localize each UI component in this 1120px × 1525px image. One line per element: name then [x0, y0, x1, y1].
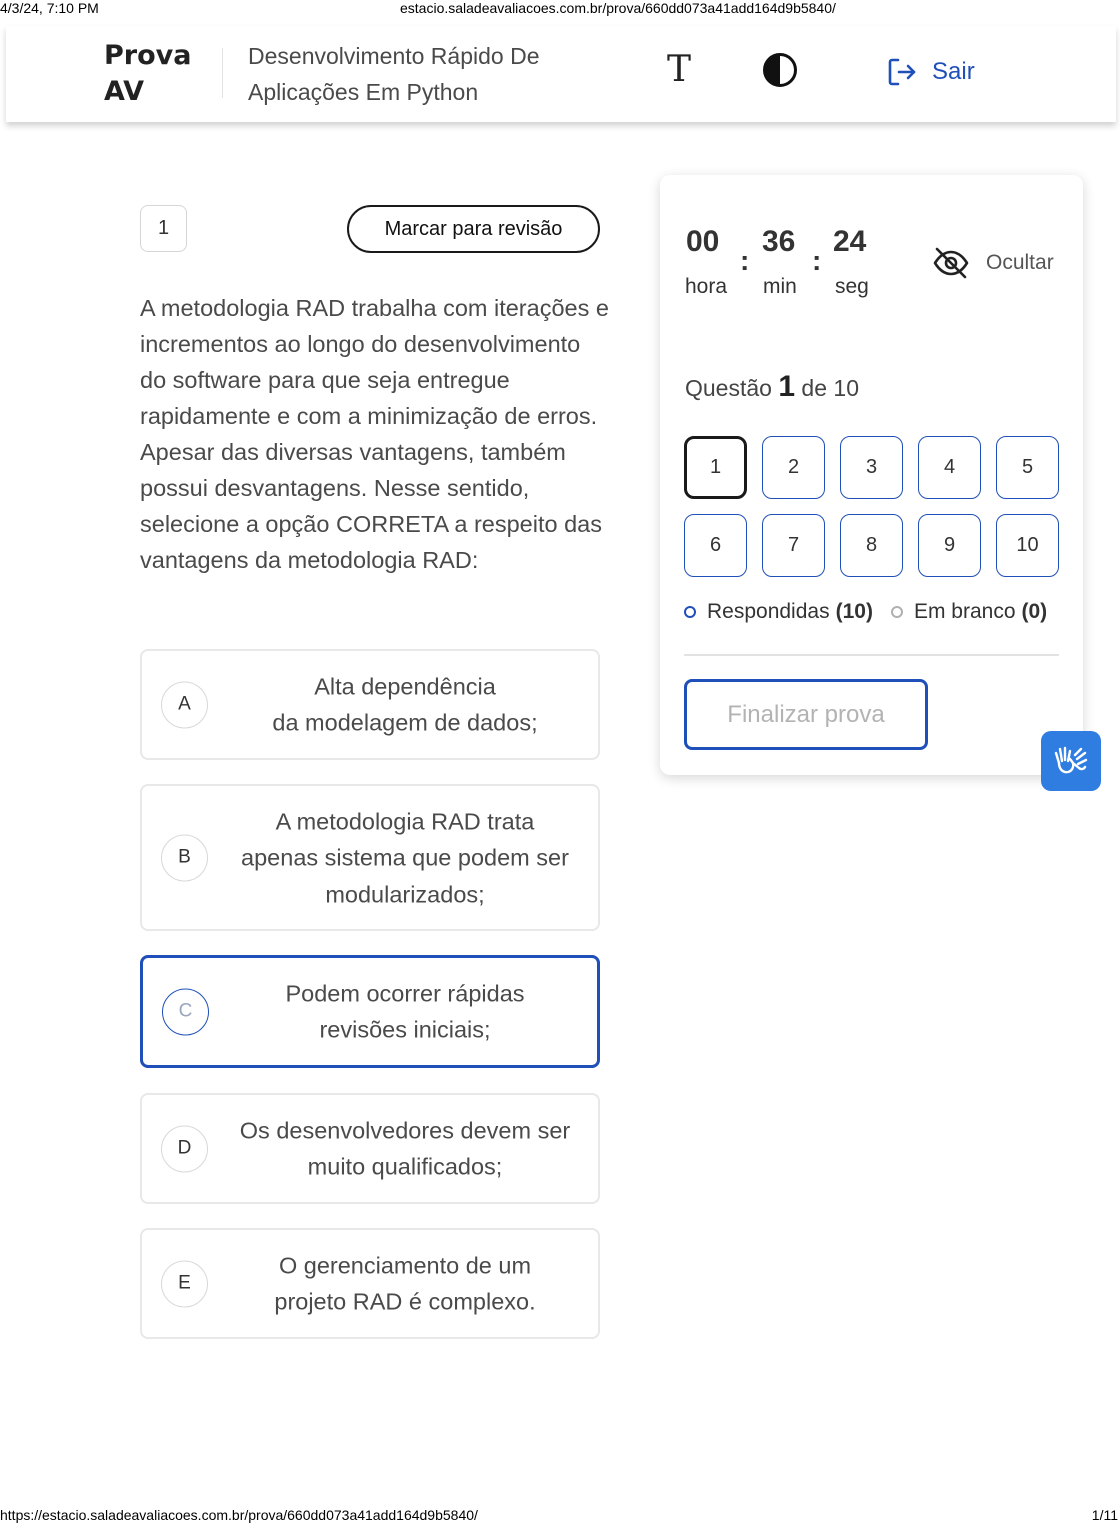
header-divider: [222, 48, 223, 98]
option-text: [220, 803, 590, 913]
logout-button[interactable]: [886, 54, 975, 90]
print-datetime: 4/3/24, 7:10 PM: [0, 0, 99, 16]
mark-for-review-button[interactable]: Marcar para revisão: [347, 205, 600, 253]
option-text-line: Alta dependência: [314, 673, 496, 699]
option-text-line: muito qualificados;: [307, 1153, 503, 1180]
option-text-line: A metodologia RAD trata: [275, 807, 535, 834]
option-letter: B: [161, 834, 208, 881]
question-nav-button[interactable]: 7: [762, 514, 825, 577]
hide-timer-label: Ocultar: [986, 251, 1054, 274]
print-header-url: estacio.saladeavaliacoes.com.br/prova/660dd073a41add164d9b5840/: [400, 0, 836, 16]
blank-label: Em branco: [913, 600, 1016, 623]
question-nav-button[interactable]: 2: [762, 436, 825, 499]
eye-slash-icon: [932, 244, 970, 282]
option-d[interactable]: [140, 1093, 600, 1204]
print-page-number: 1/11: [1091, 1507, 1118, 1523]
question-nav-button[interactable]: 10: [996, 514, 1059, 577]
option-b[interactable]: [140, 784, 600, 931]
question-number-badge: 1: [140, 205, 187, 252]
timer-separator: :: [812, 245, 822, 276]
answered-label: Respondidas: [707, 600, 830, 623]
option-e[interactable]: [140, 1228, 600, 1339]
question-nav-button[interactable]: 1: [684, 436, 747, 499]
brand-title: [104, 38, 191, 110]
course-title: [248, 38, 628, 110]
option-text-line: apenas sistema que podem ser: [241, 844, 569, 871]
top-bar: [6, 26, 1116, 122]
course-title-line-2: Aplicações Em Python: [248, 79, 479, 105]
timer-separator: :: [740, 245, 750, 276]
contrast-button[interactable]: [762, 52, 798, 88]
option-text-line: modularizados;: [325, 880, 485, 907]
option-text-line: Os desenvolvedores devem ser: [239, 1117, 571, 1143]
font-size-icon: T: [666, 49, 691, 90]
option-text-line: revisões iniciais;: [319, 1016, 491, 1043]
timer-hours: 00: [686, 225, 720, 258]
option-letter: E: [161, 1260, 208, 1307]
option-text-line: da modelagem de dados;: [272, 709, 538, 736]
finish-exam-button[interactable]: Finalizar prova: [684, 679, 928, 750]
brand-line-1: Prova: [104, 40, 192, 71]
question-counter-total: 10: [833, 375, 859, 401]
question-nav-button[interactable]: 3: [840, 436, 903, 499]
hide-timer-button[interactable]: [932, 244, 1054, 282]
answered-count: (10): [835, 600, 873, 623]
question-nav-button[interactable]: 6: [684, 514, 747, 577]
sign-language-button[interactable]: [1041, 731, 1101, 791]
timer-seconds: 24: [833, 225, 867, 258]
course-title-line-1: Desenvolvimento Rápido De: [248, 43, 540, 69]
question-counter-prefix: Questão: [685, 375, 772, 401]
logout-label: Sair: [932, 58, 975, 85]
option-text-line: projeto RAD é complexo.: [274, 1288, 536, 1315]
option-letter: C: [162, 988, 209, 1035]
sign-language-icon: [1051, 741, 1091, 781]
timer-minutes-label: min: [763, 275, 797, 298]
question-nav-button[interactable]: 5: [996, 436, 1059, 499]
question-counter-current: 1: [778, 370, 796, 403]
contrast-icon: [762, 52, 798, 88]
option-text: [221, 975, 589, 1048]
question-nav-button[interactable]: 9: [918, 514, 981, 577]
question-counter-mid: de: [801, 375, 828, 401]
option-text: [220, 668, 590, 741]
card-divider: [684, 654, 1059, 656]
question-text: A metodologia RAD trabalha com iterações e incrementos ao longo do desenvolvimento do software para que seja entregue rapidamente e com a minimização de erros. Apesar das diversas vantagens, também possui desvantagens. Nesse sentido, selecione a opção CORRETA a respeito das vantagens da metodologia RAD:: [140, 295, 609, 573]
timer-minutes: 36: [762, 225, 796, 258]
print-header: [0, 0, 1120, 18]
timer-seconds-label: seg: [835, 275, 869, 298]
brand-line-2: AV: [104, 76, 144, 107]
blank-dot-icon: [891, 606, 903, 618]
option-a[interactable]: [140, 649, 600, 760]
question-counter: [685, 370, 859, 404]
question-nav-button[interactable]: 4: [918, 436, 981, 499]
print-footer-url: https://estacio.saladeavaliacoes.com.br/prova/660dd073a41add164d9b5840/: [0, 1507, 478, 1523]
question-nav-button[interactable]: 8: [840, 514, 903, 577]
answer-legend: [684, 600, 1047, 624]
option-text: [220, 1112, 590, 1185]
option-letter: A: [161, 681, 208, 728]
answered-dot-icon: [684, 606, 696, 618]
blank-count: (0): [1021, 600, 1048, 623]
option-text-line: Podem ocorrer rápidas: [285, 980, 525, 1006]
option-text: [220, 1247, 590, 1320]
timer-hours-label: hora: [685, 275, 728, 298]
option-c[interactable]: [140, 955, 600, 1068]
option-letter: D: [161, 1125, 208, 1172]
print-footer: [0, 1507, 1120, 1525]
logout-icon: [886, 56, 918, 88]
font-size-button[interactable]: [662, 50, 696, 90]
option-text-line: O gerenciamento de um: [278, 1252, 532, 1278]
